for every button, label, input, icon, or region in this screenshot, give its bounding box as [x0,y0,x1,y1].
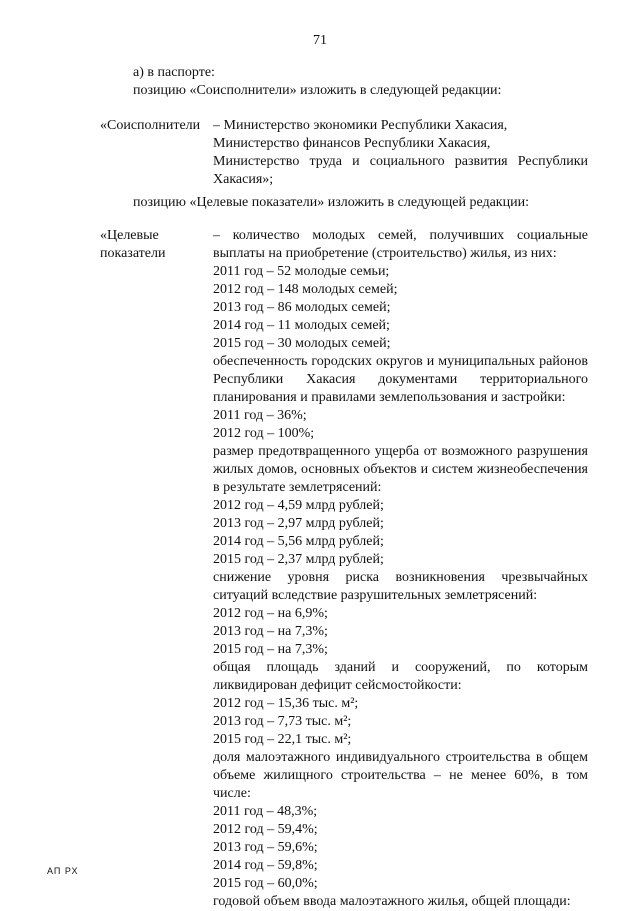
coexecutors-label [100,117,205,135]
targets-line: 2014 год – 11 молодых семей; [213,318,390,333]
coexecutors-line: Министерство финансов Республики Хакасия, [213,136,491,151]
targets-line: ситуаций вследствие разрушительных землетрясений: [213,588,538,603]
page-number: 71 [313,33,327,48]
targets-line: Республики Хакасия документами территориального [213,372,588,387]
targets-line: в результате землетрясений: [213,480,382,495]
targets-line: обеспеченность городских округов и муниципальных районов [213,354,588,369]
targets-line: 2013 год – 2,97 млрд рублей; [213,516,384,531]
targets-line: 2014 год – 59,8%; [213,858,318,873]
targets-line: 2015 год – 60,0%; [213,876,318,891]
coexecutors-label-text: «Соисполнители [100,118,201,133]
targets-line: 2013 год – 59,6%; [213,840,318,855]
targets-line: годовой объем ввода малоэтажного жилья, общей площади: [213,894,571,909]
targets-line: 2012 год – 15,36 тыс. м²; [213,696,359,711]
targets-line: жилых домов, основных объектов и систем жизнеобеспечения [213,462,588,477]
targets-line: 2012 год – 148 молодых семей; [213,282,398,297]
targets-label-line2: показатели [100,246,166,261]
coexecutors-line: Хакасия»; [213,172,274,187]
targets-label-line1: «Целевые [100,228,159,243]
targets-line: 2012 год – 100%; [213,426,315,441]
targets-line: 2012 год – 4,59 млрд рублей; [213,498,384,513]
intro-position-coexecutors: позицию «Соисполнители» изложить в следующей редакции: [133,83,502,98]
footer-stamp: АП РХ [47,866,79,876]
targets-line: общая площадь зданий и сооружений, по которым [213,660,588,675]
targets-line: 2013 год – 86 молодых семей; [213,300,391,315]
targets-line: 2011 год – 52 молодые семьи; [213,264,390,279]
targets-line: доля малоэтажного индивидуального строительства в общем [213,750,588,765]
targets-line: 2012 год – на 6,9%; [213,606,328,621]
targets-line: 2012 год – 59,4%; [213,822,318,837]
targets-line: 2013 год – на 7,3%; [213,624,328,639]
targets-line: ликвидирован дефицит сейсмостойкости: [213,678,462,693]
intro-item-a: а) в паспорте: [133,65,215,80]
coexecutors-content [213,117,588,189]
coexecutors-line: Министерство труда и социального развития Республики [213,154,588,169]
targets-line: размер предотвращенного ущерба от возможного разрушения [213,444,588,459]
targets-line: 2013 год – 7,73 тыс. м²; [213,714,352,729]
targets-line: снижение уровня риска возникновения чрезвычайных [213,570,588,585]
targets-line: 2014 год – 5,56 млрд рублей; [213,534,384,549]
targets-label [100,227,205,263]
targets-line: – количество молодых семей, получивших социальные [213,228,588,243]
targets-line: 2015 год – 2,37 млрд рублей; [213,552,384,567]
targets-line: планирования и правилами землепользования и застройки: [213,390,566,405]
targets-line: 2015 год – 22,1 тыс. м²; [213,732,352,747]
targets-line: объеме жилищного строительства – не менее 60%, в том [213,768,588,783]
intro-position-targets: позицию «Целевые показатели» изложить в следующей редакции: [133,195,529,210]
targets-line: 2011 год – 48,3%; [213,804,318,819]
targets-line: 2011 год – 36%; [213,408,307,423]
targets-content [213,227,588,911]
targets-line: выплаты на приобретение (строительство) жилья, из них: [213,246,557,261]
targets-line: числе: [213,786,251,801]
targets-line: 2015 год – на 7,3%; [213,642,328,657]
targets-line: 2015 год – 30 молодых семей; [213,336,391,351]
coexecutors-line: – Министерство экономики Республики Хакасия, [213,118,508,133]
